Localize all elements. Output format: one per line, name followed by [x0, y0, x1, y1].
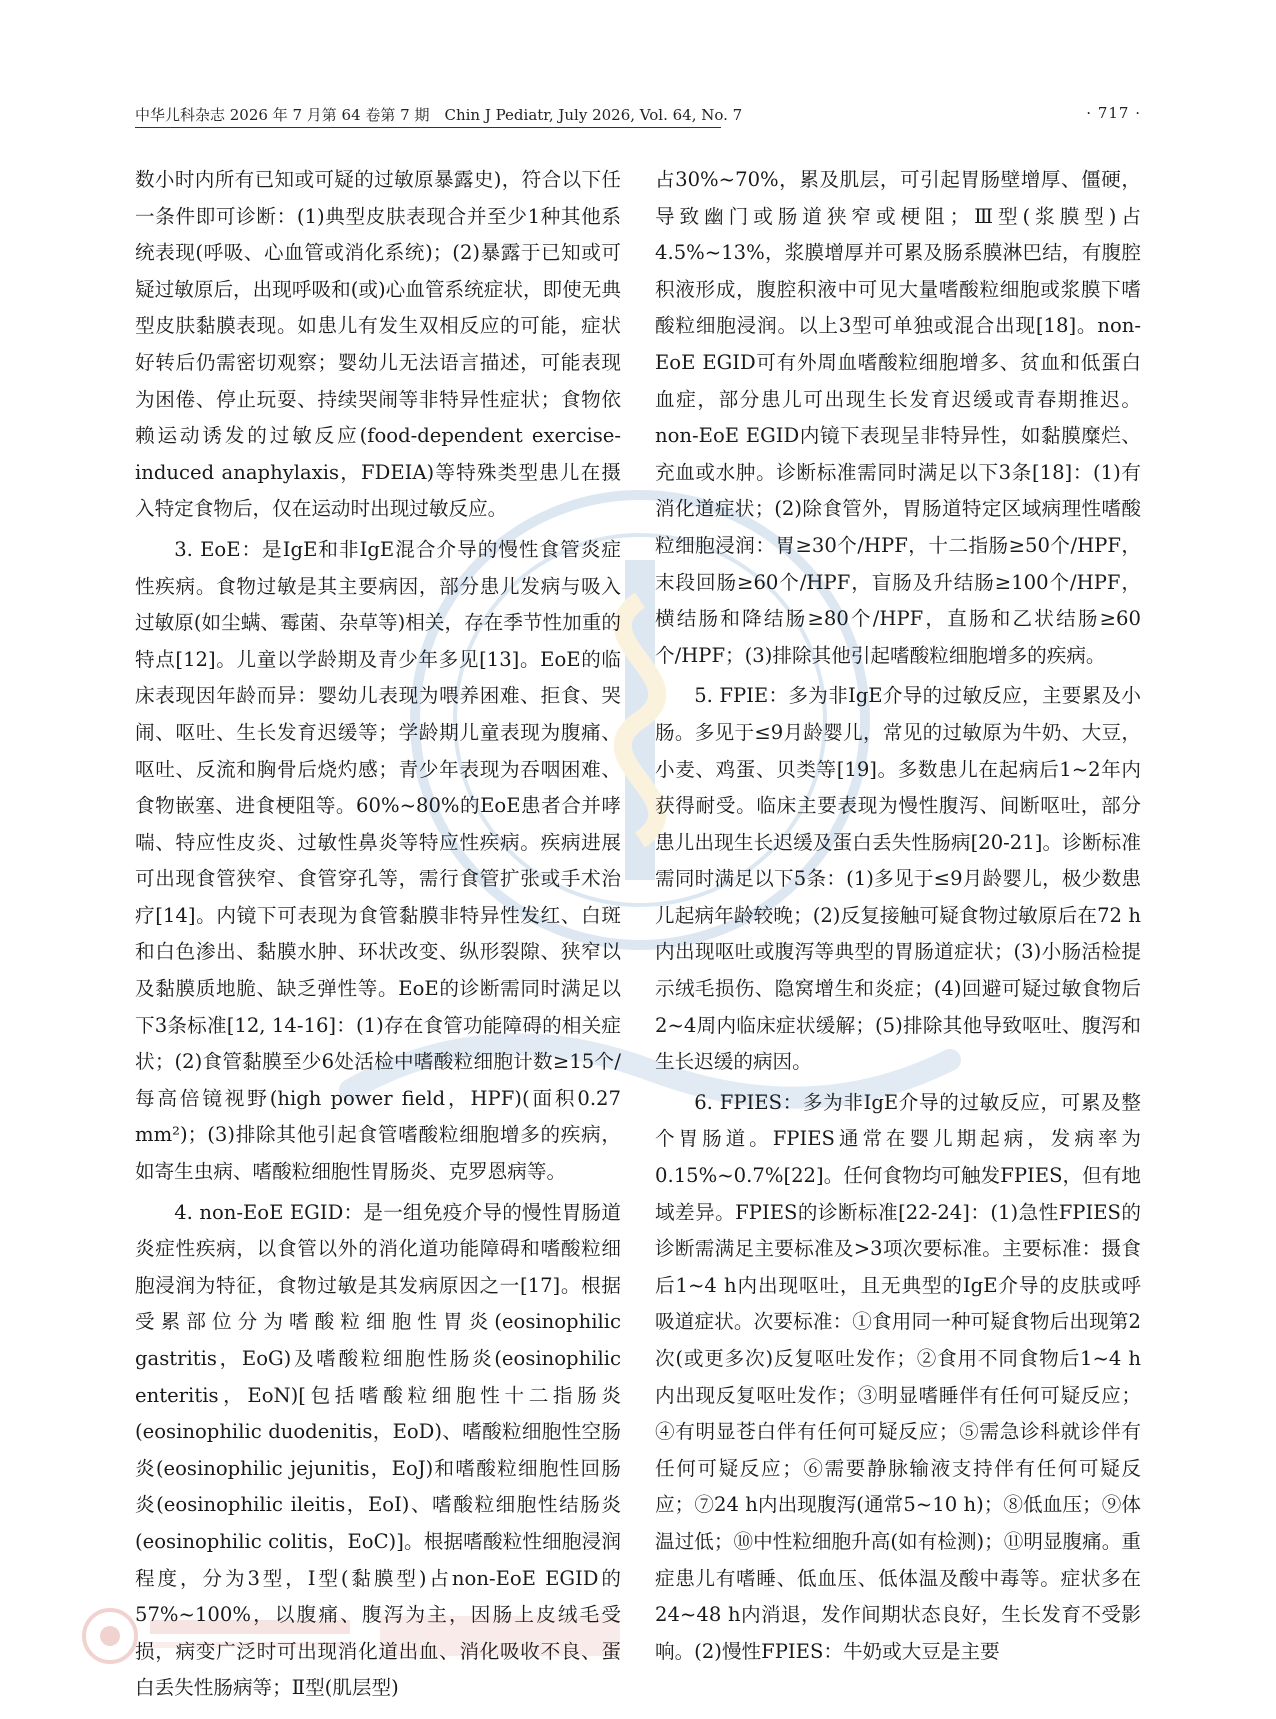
right-column [655, 162, 1141, 1674]
journal-citation: 中华儿科杂志 2026 年 7 月第 64 卷第 7 期 Chin J Pediatr, July 2026, Vol. 64, No. 7 [135, 106, 743, 124]
right-column-paragraph: 5. FPIE：多为非IgE介导的过敏反应，主要累及小肠。多见于≤9月龄婴儿，常见的过敏原为牛奶、大豆，小麦、鸡蛋、贝类等[19]。多数患儿在起病后1~2年内获得耐受。临床主要表现为慢性腹泻、间断呕吐，部分患儿出现生长迟缓及蛋白丢失性肠病[20-21]。诊断标准需同时满足以下5条：(1)多见于≤9月龄婴儿，极少数患儿起病年龄较晚；(2)反复接触可疑食物过敏原后在72 h内出现呕吐或腹泻等典型的胃肠道症状；(3)小肠活检提示绒毛损伤、隐窝增生和炎症；(4)回避可疑过敏食物后2~4周内临床症状缓解；(5)排除其他导致呕吐、腹泻和生长迟缓的病因。 [655, 684, 1141, 1074]
left-column-paragraph: 3. EoE：是IgE和非IgE混合介导的慢性食管炎症性疾病。食物过敏是其主要病因，部分患儿发病与吸入过敏原(如尘螨、霉菌、杂草等)相关，存在季节性加重的特点[12]。儿童以学龄期及青少年多见[13]。EoE的临床表现因年龄而异：婴幼儿表现为喂养困难、拒食、哭闹、呕吐、生长发育迟缓等；学龄期儿童表现为腹痛、呕吐、反流和胸骨后烧灼感；青少年表现为吞咽困难、食物嵌塞、进食梗阻等。60%~80%的EoE患者合并哮喘、特应性皮炎、过敏性鼻炎等特应性疾病。疾病进展可出现食管狭窄、食管穿孔等，需行食管扩张或手术治疗[14]。内镜下可表现为食管黏膜非特异性发红、白斑和白色渗出、黏膜水肿、环状改变、纵形裂隙、狭窄以及黏膜质地脆、缺乏弹性等。EoE的诊断需同时满足以下3条标准[12, 14-16]：(1)存在食管功能障碍的相关症状；(2)食管黏膜至少6处活检中嗜酸粒细胞计数≥15个/每高倍镜视野(high power field，HPF)(面积0.27 mm²)；(3)排除其他引起食管嗜酸粒细胞增多的疾病，如寄生虫病、嗜酸粒细胞性胃肠炎、克罗恩病等。 [135, 537, 621, 1184]
left-column [135, 162, 621, 1711]
left-column-paragraph: 数小时内所有已知或可疑的过敏原暴露史)，符合以下任一条件即可诊断：(1)典型皮肤表现合并至少1种其他系统表现(呼吸、心血管或消化系统)；(2)暴露于已知或可疑过敏原后，出现呼吸和(或)心血管系统症状，即使无典型皮肤黏膜表现。如患儿有发生双相反应的可能，症状好转后仍需密切观察；婴幼儿无法语言描述，可能表现为困倦、停止玩耍、持续哭闹等非特异性症状；食物依赖运动诱发的过敏反应(food-dependent exercise-induced anaphylaxis，FDEIA)等特殊类型患儿在摄入特定食物后，仅在运动时出现过敏反应。 [135, 168, 621, 521]
right-column-paragraph: 6. FPIES：多为非IgE介导的过敏反应，可累及整个胃肠道。FPIES通常在婴儿期起病，发病率为0.15%~0.7%[22]。任何食物均可触发FPIES，但有地域差异。FPIES的诊断标准[22-24]：(1)急性FPIES的诊断需满足主要标准及>3项次要标准。主要标准：摄食后1~4 h内出现呕吐，且无典型的IgE介导的皮肤或呼吸道症状。次要标准：①食用同一种可疑食物后出现第2次(或更多次)反复呕吐发作；②食用不同食物后1~4 h内出现反复呕吐发作；③明显嗜睡伴有任何可疑反应；④有明显苍白伴有任何可疑反应；⑤需急诊科就诊伴有任何可疑反应；⑥需要静脉输液支持伴有任何可疑反应；⑦24 h内出现腹泻(通常5~10 h)；⑧低血压；⑨体温过低；⑩中性粒细胞升高(如有检测)；⑪明显腹痛。重症患儿有嗜睡、低血压、低体温及酸中毒等。症状多在24~48 h内消退，发作间期状态良好，生长发育不受影响。(2)慢性FPIES：牛奶或大豆是主要 [655, 1090, 1141, 1663]
header-rule [135, 127, 721, 128]
left-column-paragraph: 4. non-EoE EGID：是一组免疫介导的慢性胃肠道炎症性疾病，以食管以外的消化道功能障碍和嗜酸粒细胞浸润为特征，食物过敏是其发病原因之一[17]。根据受累部位分为嗜酸粒细胞性胃炎(eosinophilic gastritis，EoG)及嗜酸粒细胞性肠炎(eosinophilic enteritis，EoN)[包括嗜酸粒细胞性十二指肠炎(eosinophilic duodenitis，EoD)、嗜酸粒细胞性空肠炎(eosinophilic jejunitis，EoJ)和嗜酸粒细胞性回肠炎(eosinophilic ileitis，EoI)、嗜酸粒细胞性结肠炎(eosinophilic colitis，EoC)]。根据嗜酸粒性细胞浸润程度，分为3型，Ⅰ型(黏膜型)占non-EoE EGID的57%~100%，以腹痛、腹泻为主，因肠上皮绒毛受损，病变广泛时可出现消化道出血、消化吸收不良、蛋白丢失性肠病等；Ⅱ型(肌层型) [135, 1200, 621, 1700]
page-number: · 717 · [1086, 104, 1141, 122]
right-column-paragraph: 占30%~70%，累及肌层，可引起胃肠壁增厚、僵硬，导致幽门或肠道狭窄或梗阻；Ⅲ型(浆膜型)占4.5%~13%，浆膜增厚并可累及肠系膜淋巴结，有腹腔积液形成，腹腔积液中可见大量嗜酸粒细胞或浆膜下嗜酸粒细胞浸润。以上3型可单独或混合出现[18]。non-EoE EGID可有外周血嗜酸粒细胞增多、贫血和低蛋白血症，部分患儿可出现生长发育迟缓或青春期推迟。non-EoE EGID内镜下表现呈非特异性，如黏膜糜烂、充血或水肿。诊断标准需同时满足以下3条[18]：(1)有消化道症状；(2)除食管外，胃肠道特定区域病理性嗜酸粒细胞浸润：胃≥30个/HPF，十二指肠≥50个/HPF，末段回肠≥60个/HPF，盲肠及升结肠≥100个/HPF，横结肠和降结肠≥80个/HPF，直肠和乙状结肠≥60个/HPF；(3)排除其他引起嗜酸粒细胞增多的疾病。 [655, 168, 1141, 667]
